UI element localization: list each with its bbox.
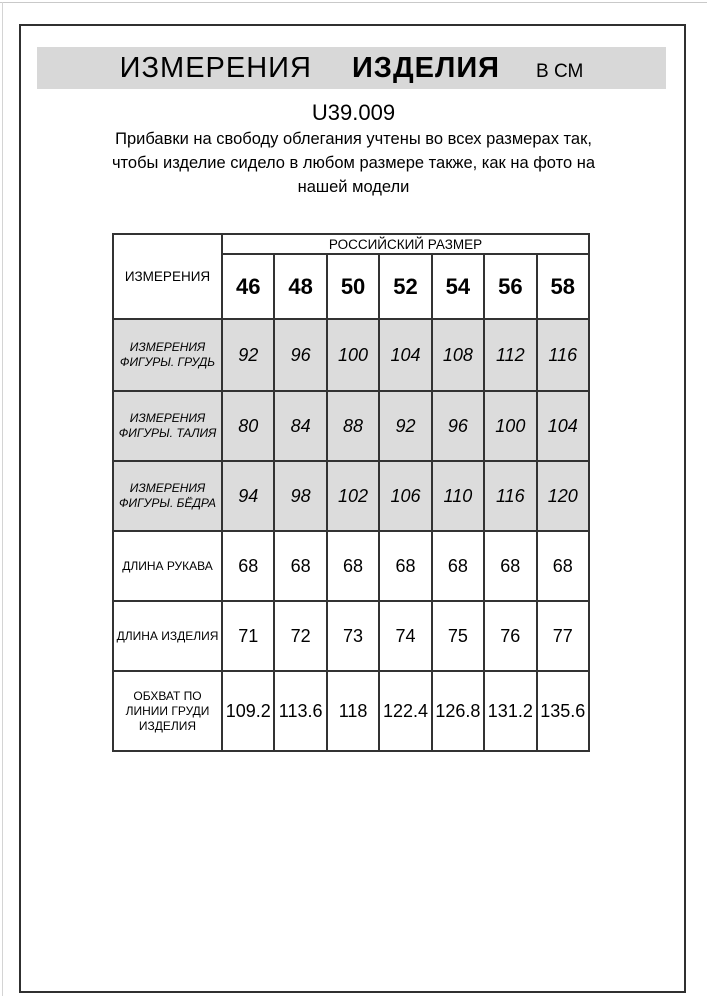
value-cell: 68: [484, 531, 536, 601]
value-cell: 96: [432, 391, 484, 461]
value-cell: 96: [274, 319, 326, 391]
row-label-line: ДЛИНА ИЗДЕЛИЯ: [116, 628, 219, 643]
value-cell: 68: [537, 531, 589, 601]
value-cell: 126.8: [432, 671, 484, 751]
size-header-cell: 46: [222, 254, 274, 319]
value-cell: 68: [327, 531, 379, 601]
value-cell: 108: [432, 319, 484, 391]
russian-size-header-cell: РОССИЙСКИЙ РАЗМЕР: [222, 234, 589, 254]
value-cell: 106: [379, 461, 431, 531]
value-cell: 98: [274, 461, 326, 531]
value-cell: 71: [222, 601, 274, 671]
value-cell: 68: [274, 531, 326, 601]
scan-edge-top: [0, 2, 707, 3]
value-cell: 77: [537, 601, 589, 671]
value-cell: 120: [537, 461, 589, 531]
title-banner: [37, 47, 666, 89]
row-label-line: ФИГУРЫ. ГРУДЬ: [119, 355, 216, 369]
row-label-cell: [113, 601, 222, 671]
value-cell: 122.4: [379, 671, 431, 751]
size-header-cell: 50: [327, 254, 379, 319]
description-line: нашей модели: [297, 178, 410, 196]
value-cell: 104: [379, 319, 431, 391]
value-cell: 116: [537, 319, 589, 391]
value-cell: 131.2: [484, 671, 536, 751]
row-label-line: ФИГУРЫ. БЁДРА: [119, 496, 216, 510]
value-cell: 84: [274, 391, 326, 461]
value-cell: 104: [537, 391, 589, 461]
row-label-line: ИЗДЕЛИЯ: [138, 718, 197, 733]
table-row-sleeve-length: [113, 531, 589, 601]
row-label-cell: [113, 391, 222, 461]
size-header-cell: 54: [432, 254, 484, 319]
value-cell: 100: [327, 319, 379, 391]
title-product: ИЗДЕЛИЯ: [351, 52, 501, 84]
description: [0, 127, 707, 199]
table-row-figure-hips: [113, 461, 589, 531]
value-cell: 80: [222, 391, 274, 461]
value-cell: 109.2: [222, 671, 274, 751]
value-cell: 110: [432, 461, 484, 531]
size-header-cell: 58: [537, 254, 589, 319]
value-cell: 118: [327, 671, 379, 751]
table-row-item-length: [113, 601, 589, 671]
corner-header-cell: ИЗМЕРЕНИЯ: [113, 234, 222, 319]
row-label-cell: [113, 461, 222, 531]
row-label-line: ФИГУРЫ. ТАЛИЯ: [118, 426, 217, 440]
value-cell: 75: [432, 601, 484, 671]
row-label-line: ОБХВАТ ПО: [133, 688, 202, 703]
row-label-line: ЛИНИИ ГРУДИ: [125, 703, 210, 718]
measurements-table: [112, 233, 590, 752]
table-row-figure-chest: [113, 319, 589, 391]
value-cell: 68: [222, 531, 274, 601]
value-cell: 76: [484, 601, 536, 671]
value-cell: 135.6: [537, 671, 589, 751]
product-code: U39.009: [311, 100, 396, 125]
row-label-line: ДЛИНА РУКАВА: [122, 558, 213, 573]
row-label-line: ИЗМЕРЕНИЯ: [129, 411, 206, 425]
value-cell: 68: [432, 531, 484, 601]
size-header-cell: 56: [484, 254, 536, 319]
row-label-cell: [113, 319, 222, 391]
title-measurements: ИЗМЕРЕНИЯ: [119, 52, 312, 84]
value-cell: 68: [379, 531, 431, 601]
value-cell: 102: [327, 461, 379, 531]
value-cell: 88: [327, 391, 379, 461]
value-cell: 113.6: [274, 671, 326, 751]
title-unit: В СМ: [536, 61, 584, 82]
value-cell: 94: [222, 461, 274, 531]
description-line: чтобы изделие сидело в любом размере также, как на фото на: [111, 154, 596, 172]
size-header-cell: 48: [274, 254, 326, 319]
table-row-figure-waist: [113, 391, 589, 461]
value-cell: 73: [327, 601, 379, 671]
row-label-line: ИЗМЕРЕНИЯ: [129, 340, 206, 354]
value-cell: 72: [274, 601, 326, 671]
description-line: Прибавки на свободу облегания учтены во всех размерах так,: [115, 130, 592, 148]
value-cell: 92: [379, 391, 431, 461]
row-label-cell: [113, 531, 222, 601]
table-row-chest-girth: [113, 671, 589, 751]
value-cell: 100: [484, 391, 536, 461]
size-header-cell: 52: [379, 254, 431, 319]
row-label-cell: [113, 671, 222, 751]
value-cell: 74: [379, 601, 431, 671]
row-label-line: ИЗМЕРЕНИЯ: [129, 481, 206, 495]
value-cell: 116: [484, 461, 536, 531]
table-row-size-group: [113, 234, 589, 254]
value-cell: 92: [222, 319, 274, 391]
value-cell: 112: [484, 319, 536, 391]
